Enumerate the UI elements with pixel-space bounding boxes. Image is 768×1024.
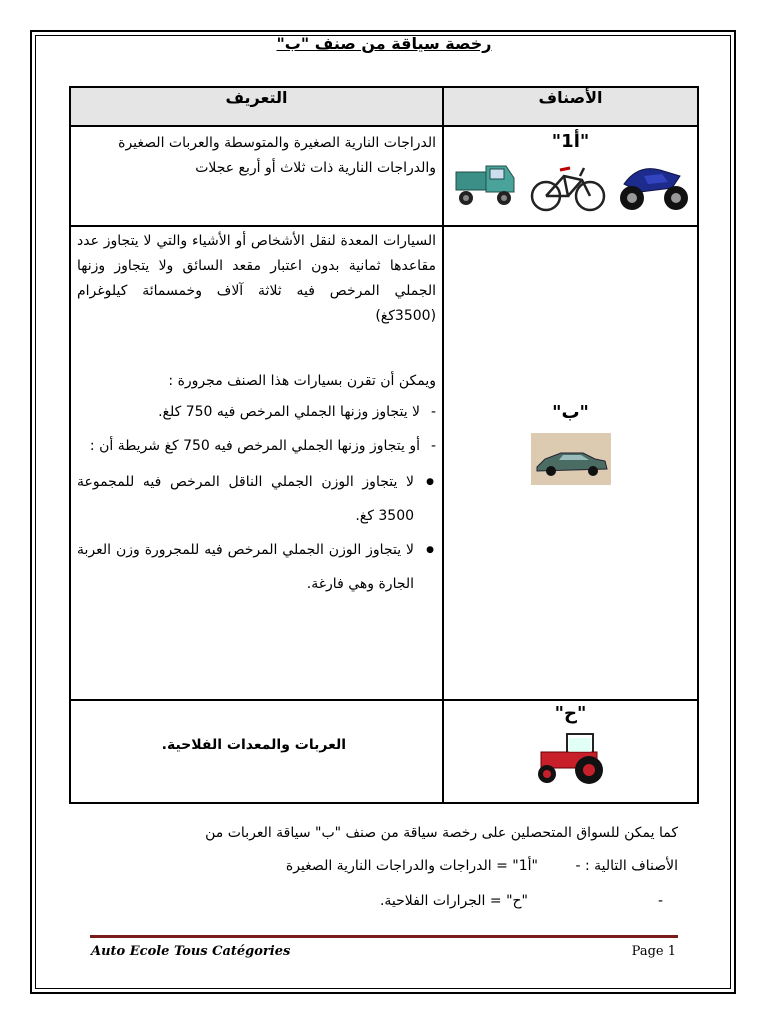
category-cell-b bbox=[443, 226, 698, 700]
footer-divider bbox=[90, 935, 678, 938]
motorcycle-icon bbox=[620, 169, 688, 210]
dash-item-2: - أو يتجاوز وزنها الجملي المرخص فيه 750 كغ شريطة أن : bbox=[71, 425, 442, 461]
tractor-icon bbox=[531, 730, 611, 786]
definition-cell-h bbox=[70, 700, 443, 803]
table-header-row bbox=[70, 87, 698, 126]
bicycle-icon bbox=[532, 168, 604, 210]
bullet-item-2: ● لا يتجاوز الوزن الجملي المرخص فيه للمجرورة وزن العربة الجارة وهي فارغة. bbox=[71, 533, 442, 605]
definition-cell-b bbox=[70, 226, 443, 700]
dash-item-1: - لا يتجاوز وزنها الجملي المرخص فيه 750 كلغ. bbox=[71, 394, 442, 425]
vehicle-images-a1 bbox=[448, 154, 697, 214]
definition-text-b-p2: ويمكن أن تقرن بسيارات هذا الصنف مجرورة : bbox=[168, 373, 437, 389]
bottom-text-line2b: "أ1" = الدراجات والدراجات النارية الصغيرة bbox=[285, 858, 538, 874]
category-label-h: "ح" bbox=[554, 703, 587, 724]
page-title: رخصة سياقة من صنف "ب" bbox=[276, 34, 492, 53]
cargo-tricycle-icon bbox=[456, 166, 514, 205]
bottom-text-line2a: الأصناف التالية : - bbox=[575, 858, 678, 874]
bottom-text-line3b: "ح" = الجرارات الفلاحية. bbox=[379, 893, 528, 909]
definition-text-b-p1: السيارات المعدة لنقل الأشخاص أو الأشياء والتي لا يتجاوز عدد مقاعدها ثمانية بدون اعتبار مقعد السائق ولا يتجاوز وزنها الجملي المرخص فيه ثلاثة آلاف وخمسمائة كيلوغرام (3500كغ) bbox=[77, 233, 437, 324]
bullet-item-1: ● لا يتجاوز الوزن الجملي الناقل المرخص فيه للمجموعة 3500 كغ. bbox=[71, 461, 442, 533]
definition-text-a1: الدراجات النارية الصغيرة والمتوسطة والعربات الصغيرة والدراجات النارية ذات ثلاث أو أربع عجلات bbox=[118, 135, 437, 176]
table-row bbox=[70, 226, 698, 700]
bottom-text-line1: كما يمكن للسواق المتحصلين على رخصة سياقة من صنف "ب" سياقة العربات من bbox=[205, 825, 678, 841]
footer-school-name: Auto Ecole Tous Catégories bbox=[91, 944, 291, 959]
table-row bbox=[70, 126, 698, 226]
definition-cell-a1 bbox=[70, 126, 443, 226]
car-icon bbox=[531, 433, 611, 485]
table-row bbox=[70, 700, 698, 803]
category-label-b: "ب" bbox=[552, 401, 589, 423]
category-cell-h bbox=[443, 700, 698, 803]
bottom-text-line3a: - bbox=[657, 893, 663, 909]
category-label-a1: "أ1" bbox=[551, 131, 590, 152]
footer-page-number: Page 1 bbox=[631, 944, 676, 959]
category-cell-a1 bbox=[443, 126, 698, 226]
license-categories-table bbox=[69, 86, 699, 804]
header-definition: التعريف bbox=[70, 87, 443, 126]
definition-text-h: العربات والمعدات الفلاحية. bbox=[161, 736, 347, 753]
header-categories: الأصناف bbox=[443, 87, 698, 126]
